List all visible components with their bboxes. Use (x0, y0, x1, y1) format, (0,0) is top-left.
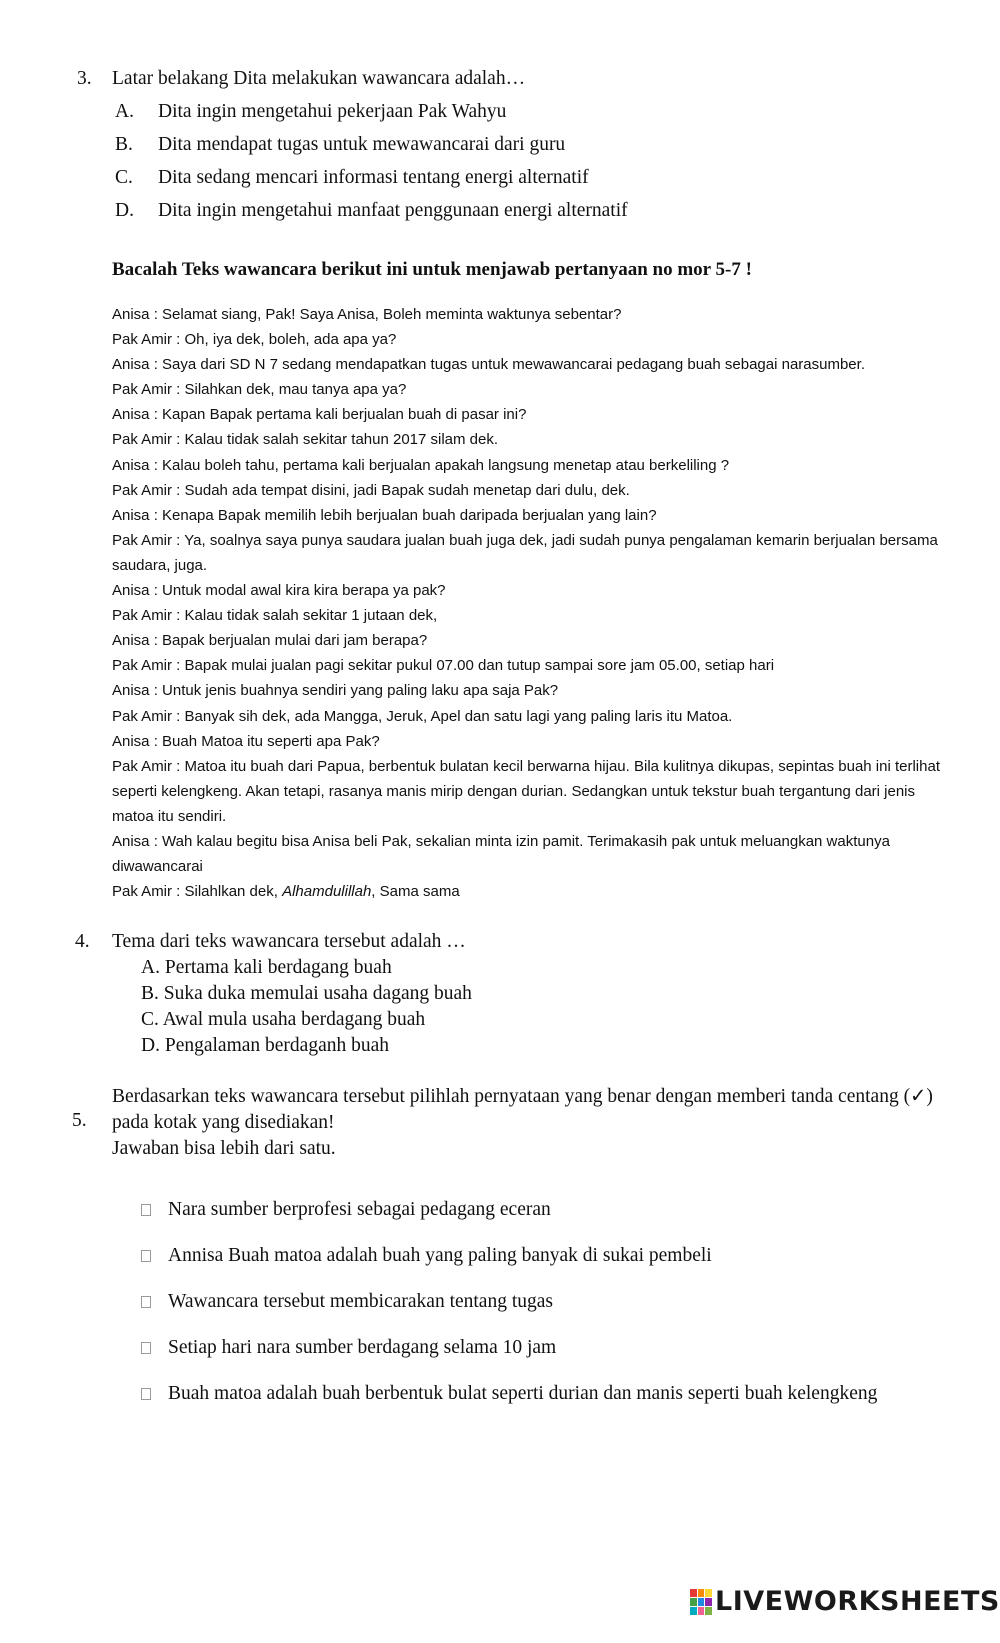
interview-line: Pak Amir : Banyak sih dek, ada Mangga, Jeruk, Apel dan satu lagi yang paling laris itu Matoa. (112, 707, 733, 725)
question-5-number: 5. (72, 1110, 87, 1131)
q4-option-c-letter: C. (141, 1009, 159, 1030)
checkbox[interactable] (141, 1296, 151, 1308)
interview-line-last (112, 879, 942, 904)
interview-line: Anisa : Untuk jenis buahnya sendiri yang paling laku apa saja Pak? (112, 682, 559, 700)
checklist-item[interactable] (141, 1291, 553, 1313)
interview-line: Pak Amir : Oh, iya dek, boleh, ada apa ya? (112, 331, 397, 349)
q4-option-a (141, 957, 392, 979)
interview-text (112, 302, 942, 904)
interview-line: Pak Amir : Ya, soalnya saya punya saudara jualan buah juga dek, jadi sudah punya pengalaman kemarin berjualan bersama saudara, juga. (112, 531, 938, 574)
question-5-line1: Berdasarkan teks wawancara tersebut pilihlah pernyataan yang benar dengan memberi tanda centang (✓) pada kotak yang disediakan! (112, 1086, 933, 1133)
question-3-text: Latar belakang Dita melakukan wawancara adalah… (112, 68, 526, 89)
interview-line: Pak Amir : Silahkan dek, mau tanya apa ya? (112, 381, 407, 399)
question-4-text: Tema dari teks wawancara tersebut adalah … (112, 931, 466, 952)
logo-grid-icon (690, 1589, 712, 1615)
logo-cell (690, 1589, 697, 1597)
q4-option-d-letter: D. (141, 1035, 160, 1056)
interview-line: Pak Amir : Matoa itu buah dari Papua, berbentuk bulatan kecil berwarna hijau. Bila kulitnya dikupas, sepintas buah ini terlihat seperti kelengkeng. Akan tetapi, rasanya manis mirip dengan durian. Sedangkan untuk tekstur buah tergantung dari jenis matoa itu sendiri. (112, 757, 940, 825)
q3-option-b: Dita mendapat tugas untuk mewawancarai dari guru (158, 134, 566, 155)
q4-option-d-text: Pengalaman berdaganh buah (164, 1035, 390, 1056)
last-line-prefix: Pak Amir : Silahlkan dek, (112, 883, 283, 901)
interview-line: Pak Amir : Kalau tidak salah sekitar 1 jutaan dek, (112, 607, 438, 625)
checklist-item-label: Nara sumber berprofesi sebagai pedagang eceran (168, 1199, 551, 1220)
logo-cell (698, 1589, 705, 1597)
question-5-text (112, 1084, 942, 1162)
question-4-number: 4. (75, 931, 90, 952)
logo-cell (705, 1607, 712, 1615)
q3-option-b-letter: B. (115, 134, 133, 155)
reading-instruction: Bacalah Teks wawancara berikut ini untuk menjawab pertanyaan no mor 5-7 ! (112, 259, 752, 280)
interview-line: Pak Amir : Sudah ada tempat disini, jadi Bapak sudah menetap dari dulu, dek. (112, 481, 630, 499)
q3-option-c: Dita sedang mencari informasi tentang energi alternatif (158, 167, 589, 188)
interview-line: Anisa : Buah Matoa itu seperti apa Pak? (112, 732, 380, 750)
interview-line: Pak Amir : Bapak mulai jualan pagi sekitar pukul 07.00 dan tutup sampai sore jam 05.00, setiap hari (112, 657, 775, 675)
q4-option-b-text: Suka duka memulai usaha dagang buah (163, 983, 472, 1004)
logo-cell (698, 1598, 705, 1606)
checkbox[interactable] (141, 1388, 151, 1400)
interview-line: Anisa : Selamat siang, Pak! Saya Anisa, Boleh meminta waktunya sebentar? (112, 306, 622, 323)
checklist-item[interactable] (141, 1337, 556, 1359)
interview-line: Anisa : Wah kalau begitu bisa Anisa beli Pak, sekalian minta izin pamit. Terimakasih pak untuk meluangkan waktunya diwawancarai (112, 832, 890, 876)
interview-line: Anisa : Kenapa Bapak memilih lebih berjualan buah daripada berjualan yang lain? (112, 506, 657, 524)
checklist-item-label: Buah matoa adalah buah berbentuk bulat seperti durian dan manis seperti buah kelengkeng (168, 1383, 878, 1404)
checklist-item-label: Setiap hari nara sumber berdagang selama 10 jam (168, 1337, 557, 1358)
checklist-item[interactable] (141, 1199, 551, 1221)
interview-line: Anisa : Saya dari SD N 7 sedang mendapatkan tugas untuk mewawancarai pedagang buah sebagai narasumber. (112, 356, 865, 374)
q3-option-a: Dita ingin mengetahui pekerjaan Pak Wahyu (158, 101, 507, 122)
checklist-item-label: Annisa Buah matoa adalah buah yang paling banyak di sukai pembeli (168, 1245, 712, 1266)
interview-line: Anisa : Bapak berjualan mulai dari jam berapa? (112, 632, 428, 650)
q4-option-b-letter: B. (141, 983, 159, 1004)
q4-option-c-text: Awal mula usaha berdagang buah (162, 1009, 426, 1030)
logo-cell (705, 1598, 712, 1606)
interview-line: Anisa : Kalau boleh tahu, pertama kali berjualan apakah langsung menetap atau berkeliling ? (112, 456, 730, 474)
q4-option-a-text: Pertama kali berdagang buah (164, 957, 392, 978)
q3-option-a-letter: A. (115, 101, 134, 122)
checklist-item-label: Wawancara tersebut membicarakan tentang tugas (168, 1291, 554, 1312)
liveworksheets-logo (690, 1586, 1000, 1617)
checklist-item[interactable] (141, 1383, 877, 1405)
interview-line: Anisa : Kapan Bapak pertama kali berjualan buah di pasar ini? (112, 406, 527, 424)
interview-line: Anisa : Untuk modal awal kira kira berapa ya pak? (112, 582, 446, 600)
q3-option-d-letter: D. (115, 200, 134, 221)
last-line-suffix: , Sama sama (371, 883, 460, 901)
q4-option-a-letter: A. (141, 957, 160, 978)
q4-option-b (141, 983, 472, 1005)
logo-cell (690, 1598, 697, 1606)
checkbox[interactable] (141, 1250, 151, 1262)
logo-cell (698, 1607, 705, 1615)
question-5-line2: Jawaban bisa lebih dari satu. (112, 1138, 336, 1159)
checkbox[interactable] (141, 1342, 151, 1354)
logo-cell (705, 1589, 712, 1597)
question-3-number: 3. (77, 68, 92, 89)
q3-option-d: Dita ingin mengetahui manfaat penggunaan energi alternatif (158, 200, 628, 221)
last-line-italic: Alhamdulillah (282, 883, 372, 901)
logo-text: LIVEWORKSHEETS (715, 1586, 1000, 1617)
q4-option-c (141, 1009, 425, 1031)
interview-line: Pak Amir : Kalau tidak salah sekitar tahun 2017 silam dek. (112, 431, 499, 449)
q4-option-d (141, 1035, 389, 1057)
q3-option-c-letter: C. (115, 167, 133, 188)
checklist-item[interactable] (141, 1245, 712, 1267)
logo-cell (690, 1607, 697, 1615)
checkbox[interactable] (141, 1204, 151, 1216)
